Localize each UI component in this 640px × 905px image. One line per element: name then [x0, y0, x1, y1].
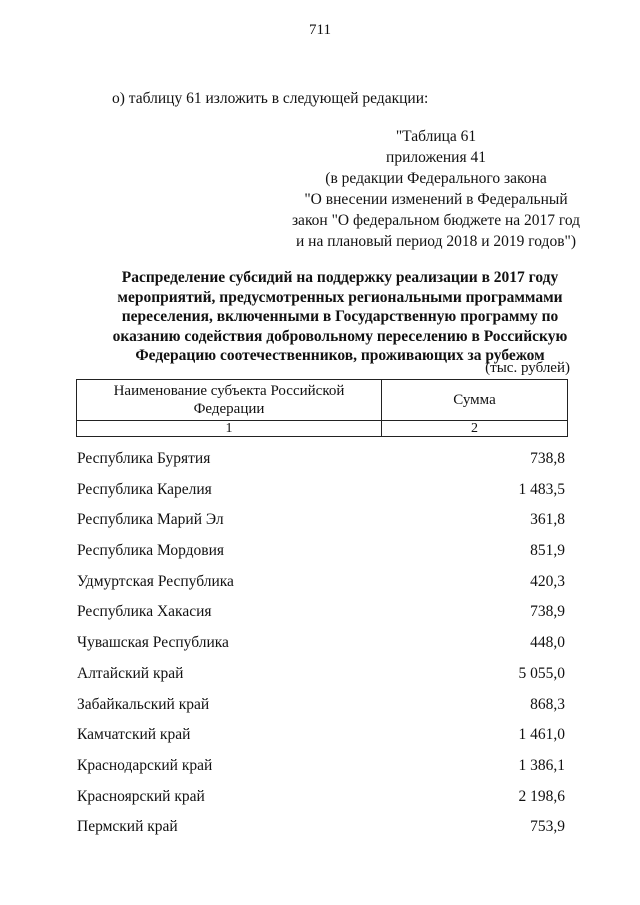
table-row — [77, 782, 565, 813]
intro-text: о) таблицу 61 изложить в следующей редакции: — [112, 90, 429, 107]
region-name: Пермский край — [77, 818, 178, 836]
amount-value: 361,8 — [530, 511, 565, 529]
table-header — [76, 379, 568, 437]
region-name: Камчатский край — [77, 726, 191, 744]
header-line: Наименование субъекта Российской — [113, 383, 345, 399]
table-body — [77, 444, 565, 843]
table-row — [77, 597, 565, 628]
table-row — [77, 505, 565, 536]
amount-value: 1 386,1 — [518, 756, 565, 774]
amount-value: 738,8 — [530, 450, 565, 467]
title-line: Распределение субсидий на поддержку реализации в 2017 году — [121, 269, 559, 286]
amount-value: 448,0 — [530, 634, 565, 652]
title-line: переселения, включенными в Государственную программу по — [121, 308, 559, 325]
region-name: Республика Бурятия — [77, 450, 211, 467]
stamp-line: и на плановый период 2018 и 2019 годов") — [296, 233, 576, 250]
region-name: Забайкальский край — [77, 695, 210, 713]
amount-value: 753,9 — [530, 818, 565, 836]
document-title — [70, 268, 610, 366]
table-row — [77, 812, 565, 843]
table-stamp — [250, 126, 622, 252]
region-name: Алтайский край — [77, 664, 184, 682]
region-name: Удмуртская Республика — [77, 572, 234, 590]
region-name: Республика Марий Эл — [77, 511, 224, 529]
table-row — [77, 751, 565, 782]
header-line: Федерации — [193, 401, 265, 417]
stamp-line: приложения 41 — [386, 149, 486, 166]
table-row — [77, 444, 565, 475]
stamp-line: закон "О федеральном бюджете на 2017 год — [291, 212, 581, 229]
amount-value: 1 461,0 — [518, 726, 565, 744]
units-label: (тыс. рублей) — [485, 360, 570, 376]
table-row — [77, 690, 565, 721]
header-col-number: 1 — [77, 421, 382, 437]
table-row — [77, 536, 565, 567]
amount-value: 5 055,0 — [518, 664, 565, 682]
region-name: Республика Мордовия — [77, 542, 225, 560]
amount-value: 868,3 — [530, 695, 565, 713]
header-col-number: 2 — [382, 421, 568, 437]
table-row — [77, 475, 565, 506]
amount-value: 1 483,5 — [518, 480, 565, 498]
title-line: оказанию содействия добровольному переселению в Российскую — [112, 327, 568, 345]
header-amount: Сумма — [382, 380, 568, 421]
region-name: Республика Хакасия — [77, 603, 212, 621]
table-row — [77, 567, 565, 598]
table-row — [77, 720, 565, 751]
region-name: Чувашская Республика — [77, 634, 229, 652]
amount-value: 851,9 — [530, 542, 565, 560]
amount-value: 2 198,6 — [518, 787, 565, 805]
region-name: Краснодарский край — [77, 756, 213, 774]
stamp-line: (в редакции Федерального закона — [325, 170, 547, 187]
amount-value: 420,3 — [530, 572, 565, 590]
title-line: мероприятий, предусмотренных региональными программами — [117, 288, 563, 306]
table-row — [77, 659, 565, 690]
page-number: 711 — [309, 22, 331, 38]
region-name: Красноярский край — [77, 787, 205, 805]
table-row — [77, 628, 565, 659]
stamp-line: "Таблица 61 — [395, 128, 477, 145]
header-region-name — [77, 380, 382, 421]
region-name: Республика Карелия — [77, 480, 212, 498]
stamp-line: "О внесении изменений в Федеральный — [304, 191, 568, 208]
amount-value: 738,9 — [530, 603, 565, 621]
title-line: Федерацию соотечественников, проживающих за рубежом — [135, 347, 545, 364]
